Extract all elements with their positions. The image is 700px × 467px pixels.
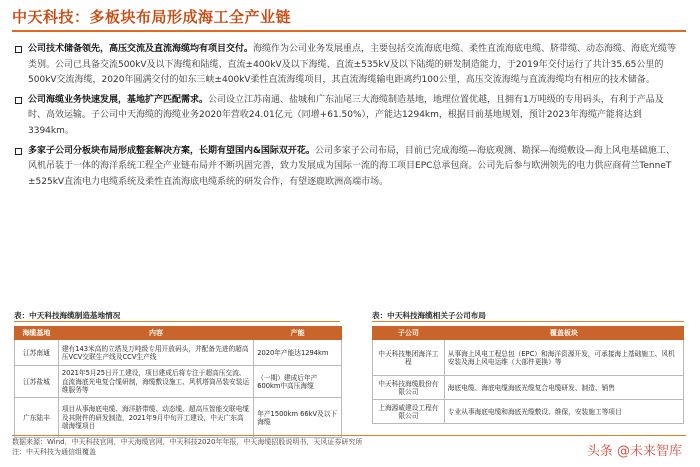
column-header: 内容 xyxy=(58,327,253,340)
table-cell: 中天科技集团海洋工程 xyxy=(373,340,445,376)
table-cell: 建有143米高的立塔及万吨级专用开放码头，并配备先进的超高压VCV交联生产线及CCV生产线 xyxy=(58,340,253,366)
table-row xyxy=(15,366,342,398)
subsidiary-table xyxy=(372,326,684,424)
source-note xyxy=(12,437,362,457)
checkbox-icon xyxy=(15,148,22,155)
table-cell: 广东陆丰 xyxy=(15,398,59,438)
table-cell: 海底电缆、海底电缆海底光缆复合电缆研发、制造、销售 xyxy=(444,376,683,400)
bullet-heading: 多家子公司分板块布局形成整套解决方案，长期有望国内&国际双开花。 xyxy=(28,145,315,156)
bullet-item xyxy=(14,144,678,191)
table-header-row xyxy=(373,327,684,340)
source-text: 数据来源：Wind，中天科技官网，中天海缆官网，中天科技2020年年报，中天海缆招股说明书，天风证券研究所 xyxy=(12,438,363,446)
footer-divider xyxy=(12,435,686,436)
bullet-item xyxy=(14,42,678,89)
bullet-item xyxy=(14,93,678,140)
checkbox-icon xyxy=(15,97,22,104)
table1-caption-rule xyxy=(14,321,340,322)
table-cell: 江苏南通 xyxy=(15,340,59,366)
column-header: 产能 xyxy=(254,327,342,340)
table-row xyxy=(373,376,684,400)
table-cell: 专业从事海底电缆和海底光缆敷设、维保，安装施工等项目 xyxy=(444,400,683,424)
table-row xyxy=(15,398,342,438)
table-row xyxy=(373,340,684,376)
table-row xyxy=(373,400,684,424)
checkbox-icon xyxy=(15,46,22,53)
column-header: 海缆基地 xyxy=(15,327,59,340)
watermark-logo: 头条 @未来智库 xyxy=(586,444,682,459)
bullet-heading: 公司技术储备领先，高压交流及直流海缆均有项目交付。 xyxy=(28,44,254,54)
table-cell: 年产1500km 66kV及以下海缆 xyxy=(254,398,342,438)
table-row xyxy=(15,340,342,366)
table-cell: 上海源威建设工程有限公司 xyxy=(373,400,445,424)
table-cell: 2020年产能达1294km xyxy=(254,340,342,366)
column-header: 覆盖板块 xyxy=(444,327,683,340)
base-table xyxy=(14,326,342,438)
bullet-body: 公司设立江苏南通、盐城和广东汕尾三大海缆制造基地，地理位置优越，且拥有1万吨级的专用码头，有利于产品及时、高效运输。子公司中天海缆的海缆业务2020年营收24.01亿元（同增+61.50%），产能达1294km，根据目前基地规划，预计2023年海缆产能将达到3394km。 xyxy=(28,94,664,136)
bullet-body: 公司多家子公司布局，目前已完成海缆—海底观测、勘探—海缆敷设—海上风电基础施工、风机吊装于一体的海洋系统工程全产业链布局并不断巩固完善，致力发展成为国际一流的海工项目EPC总承包商。公司先后参与欧洲领先的电力供应商荷兰TenneT ±525kV直流电力电缆系统及柔性直流海底电缆系统的研发合作，有望逐鹿欧洲高端市场。 xyxy=(28,145,675,187)
table1-caption: 表：中天科技海缆制造基地情况 xyxy=(14,311,121,320)
table-header-row xyxy=(15,327,342,340)
table2-caption: 表：中天科技海缆相关子公司布局 xyxy=(372,311,486,320)
bullet-body: 海缆作为公司业务发展重点，主要包括交流海底电缆、柔性直流海底电缆、脐带缆、动态海缆、海底光缆等类别。公司已具备交流500kV及以下海缆和陆缆、直流±400kV及以下海缆、直流±535kV及以下陆缆的研发制造能力，于2019年交付运行了共计35.65公里的500kV交流海缆，2020年圆满交付的如东三峡±400kV柔性直流海缆项目，其直流海缆输电距离约100公里，高压交流海缆与直流海缆均有相应的技术储备。 xyxy=(28,44,677,86)
table-cell: （一期）建成后年产600km中高压海缆 xyxy=(254,366,342,398)
bullet-list xyxy=(14,42,678,194)
table-cell: 中天科技海缆股份有限公司 xyxy=(373,376,445,400)
title-divider xyxy=(12,30,686,32)
table2-caption-rule xyxy=(372,321,684,322)
column-header: 子公司 xyxy=(373,327,445,340)
source-note-text: 注：中天科技为通信组覆盖 xyxy=(12,448,96,456)
bullet-heading: 公司海缆业务快速发展，基地扩产匹配需求。 xyxy=(28,94,209,105)
table-cell: 从事海上风电工程总包（EPC）和海洋资源开发，可承接海上基础施工、风机安装及海上风电运维（大部件更换）等 xyxy=(444,340,683,376)
table-cell: 项目从事海底电缆、海洋脐带缆、动态缆、超高压智能交联电缆及其附件的研发制造，2021年9月中旬开工建设，中天广东高端海缆项目 xyxy=(58,398,253,438)
table-cell: 2021年5月25日开工建设，项目建成后将专注于超高压交流、直流海底光电复合缆研制，海缆敷设施工、风机塔筒吊装安装运维服务等 xyxy=(58,366,253,398)
page-title: 中天科技：多板块布局形成海工全产业链 xyxy=(12,8,292,26)
table-cell: 江苏盐城 xyxy=(15,366,59,398)
